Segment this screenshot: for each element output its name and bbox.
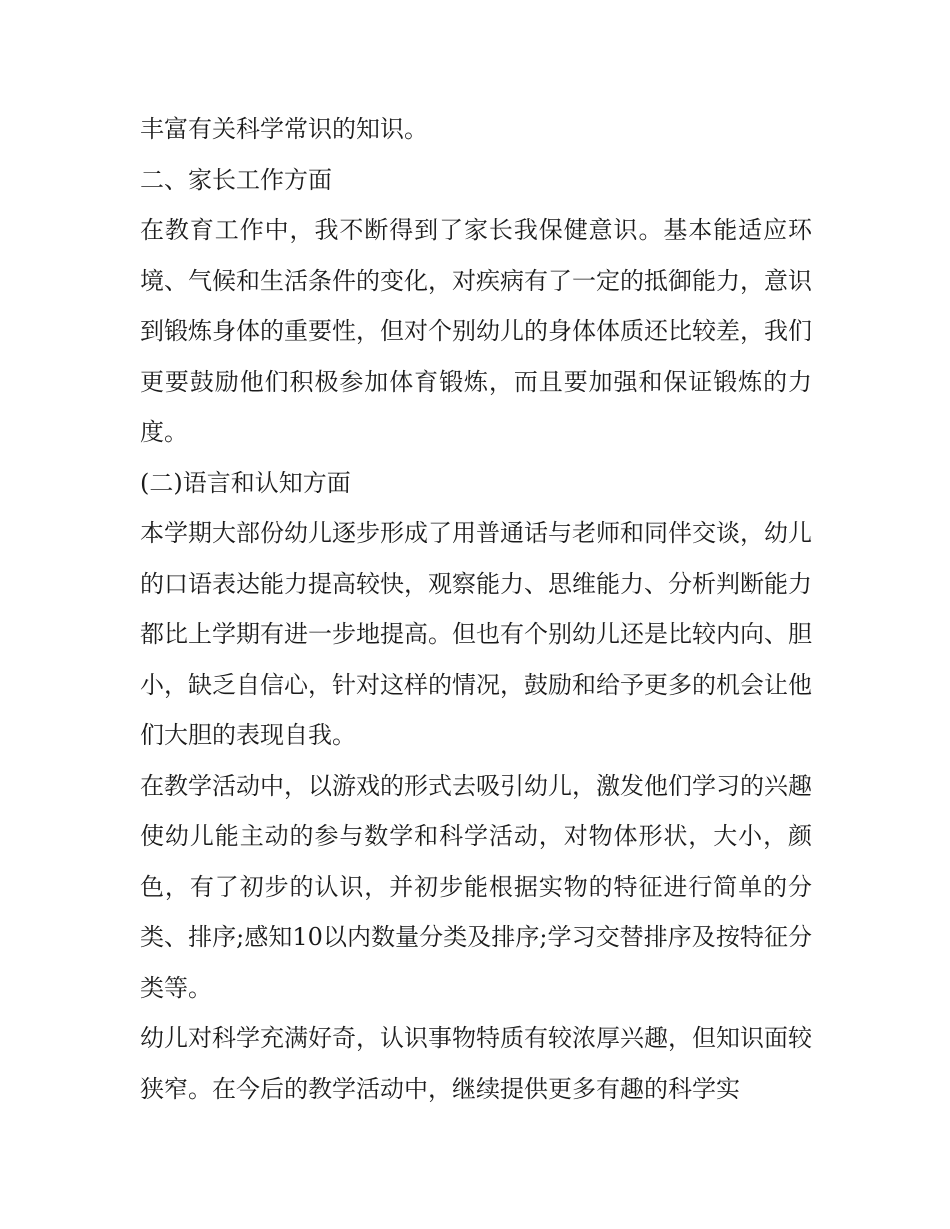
- paragraph-5: 幼儿对科学充满好奇，认识事物特质有较浓厚兴趣，但知识面较狭窄。在今后的教学活动中，继续提供更多有趣的科学实: [140, 1024, 812, 1103]
- paragraph-4: 在教学活动中，以游戏的形式去吸引幼儿，激发他们学习的兴趣使幼儿能主动的参与数学和科学活动，对物体形状，大小，颜色，有了初步的认识，并初步能根据实物的特征进行简单的分类、排序;感知10以内数量分类及排序;学习交替排序及按特征分类等。: [140, 771, 812, 1002]
- section-heading-language-cognition: (二)语言和认知方面: [140, 468, 351, 497]
- document-body: [140, 104, 812, 1114]
- paragraph-3: 本学期大部份幼儿逐步形成了用普通话与老师和同伴交谈，幼儿的口语表达能力提高较快，观察能力、思维能力、分析判断能力都比上学期有进一步地提高。但也有个别幼儿还是比较内向、胆小，缺乏自信心，针对这样的情况，鼓励和给予更多的机会让他们大胆的表现自我。: [140, 519, 812, 749]
- paragraph-2: 在教育工作中，我不断得到了家长我保健意识。基本能适应环境、气候和生活条件的变化，对疾病有了一定的抵御能力，意识到锻炼身体的重要性，但对个别幼儿的身体体质还比较差，我们更要鼓励他们积极参加体育锻炼，而且要加强和保证锻炼的力度。: [140, 216, 812, 446]
- paragraph-1: 丰富有关科学常识的知识。: [140, 115, 428, 143]
- section-heading-parent-work: 二、家长工作方面: [140, 165, 332, 194]
